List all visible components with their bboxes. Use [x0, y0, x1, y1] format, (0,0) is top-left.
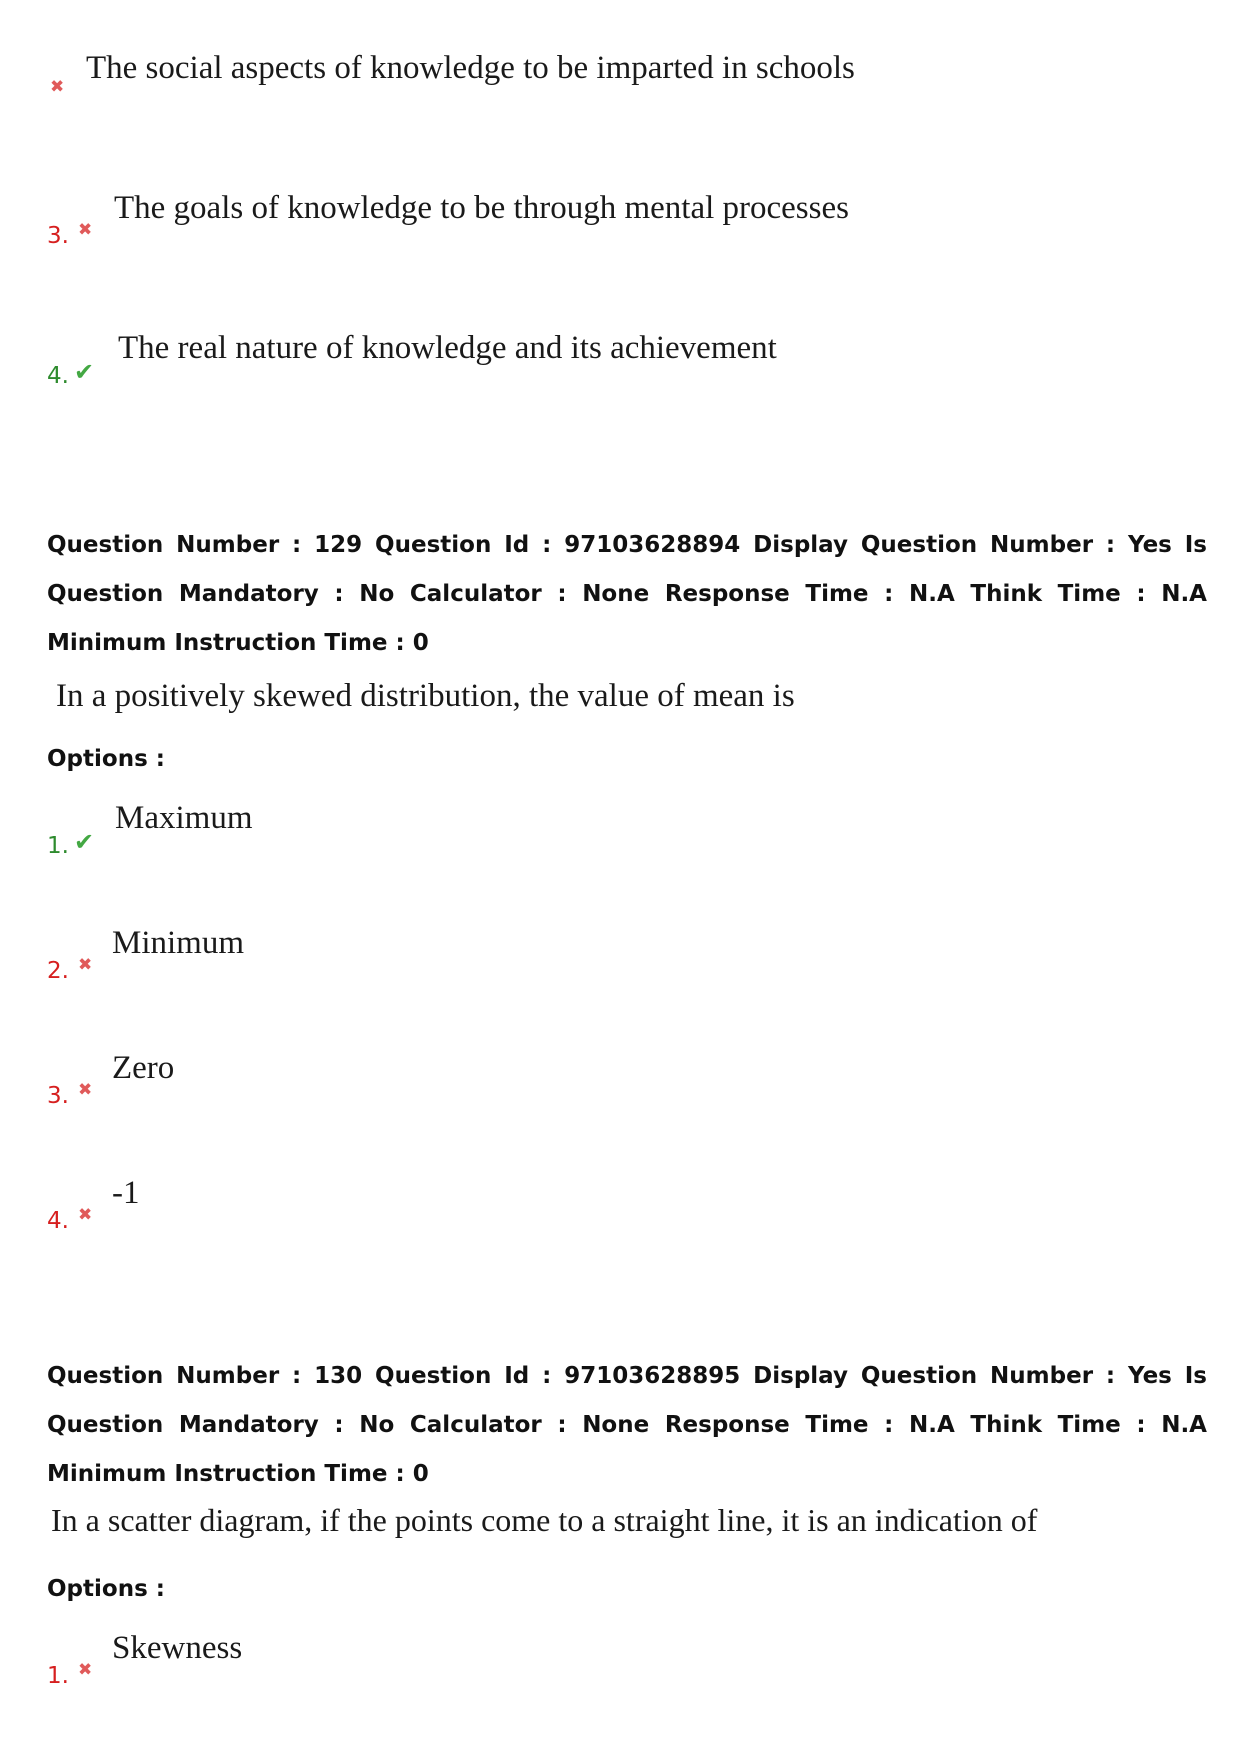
option-text: The real nature of knowledge and its achievement	[118, 330, 777, 366]
q129-option-2	[0, 925, 1240, 985]
cross-icon: ✖	[78, 1080, 93, 1100]
cross-icon: ✖	[50, 77, 65, 97]
option-text: The goals of knowledge to be through mental processes	[114, 190, 849, 226]
option-text: Maximum	[115, 800, 253, 836]
option-number: 1.	[47, 1663, 69, 1689]
q129-option-3	[0, 1050, 1240, 1110]
q129-option-4	[0, 1175, 1240, 1235]
option-text: Minimum	[112, 925, 245, 961]
option-text: Zero	[112, 1050, 175, 1086]
option-text: Skewness	[112, 1630, 243, 1666]
options-label: Options :	[47, 746, 165, 772]
question-meta-130: Question Number : 130 Question Id : 97103628895 Display Question Number : Yes Is Question Mandatory : No Calculator : None Response Time : N.A Think Time : N.A Minimum Instruction Time : 0	[47, 1363, 1207, 1487]
question-meta-129: Question Number : 129 Question Id : 97103628894 Display Question Number : Yes Is Question Mandatory : No Calculator : None Response Time : N.A Think Time : N.A Minimum Instruction Time : 0	[47, 532, 1207, 656]
question-text-129: In a positively skewed distribution, the value of mean is	[56, 678, 795, 714]
option-text: The social aspects of knowledge to be imparted in schools	[86, 50, 855, 86]
prev-option-2	[0, 50, 1240, 110]
prev-option-4	[0, 330, 1240, 390]
option-text: -1	[112, 1175, 140, 1211]
cross-icon: ✖	[78, 1660, 93, 1680]
question-text-130: In a scatter diagram, if the points come to a straight line, it is an indication of	[51, 1502, 1038, 1538]
option-number: 4.	[47, 1208, 69, 1234]
option-number: 3.	[47, 223, 69, 249]
check-icon: ✔	[74, 358, 95, 386]
q129-option-1	[0, 800, 1240, 860]
cross-icon: ✖	[78, 220, 93, 240]
option-number: 3.	[47, 1083, 69, 1109]
option-number: 1.	[47, 833, 69, 859]
prev-option-3	[0, 190, 1240, 250]
cross-icon: ✖	[78, 1205, 93, 1225]
option-number: 2.	[47, 958, 69, 984]
options-label: Options :	[47, 1576, 165, 1602]
check-icon: ✔	[74, 828, 95, 856]
cross-icon: ✖	[78, 955, 93, 975]
q130-option-1	[0, 1630, 1240, 1690]
option-number: 4.	[47, 363, 69, 389]
